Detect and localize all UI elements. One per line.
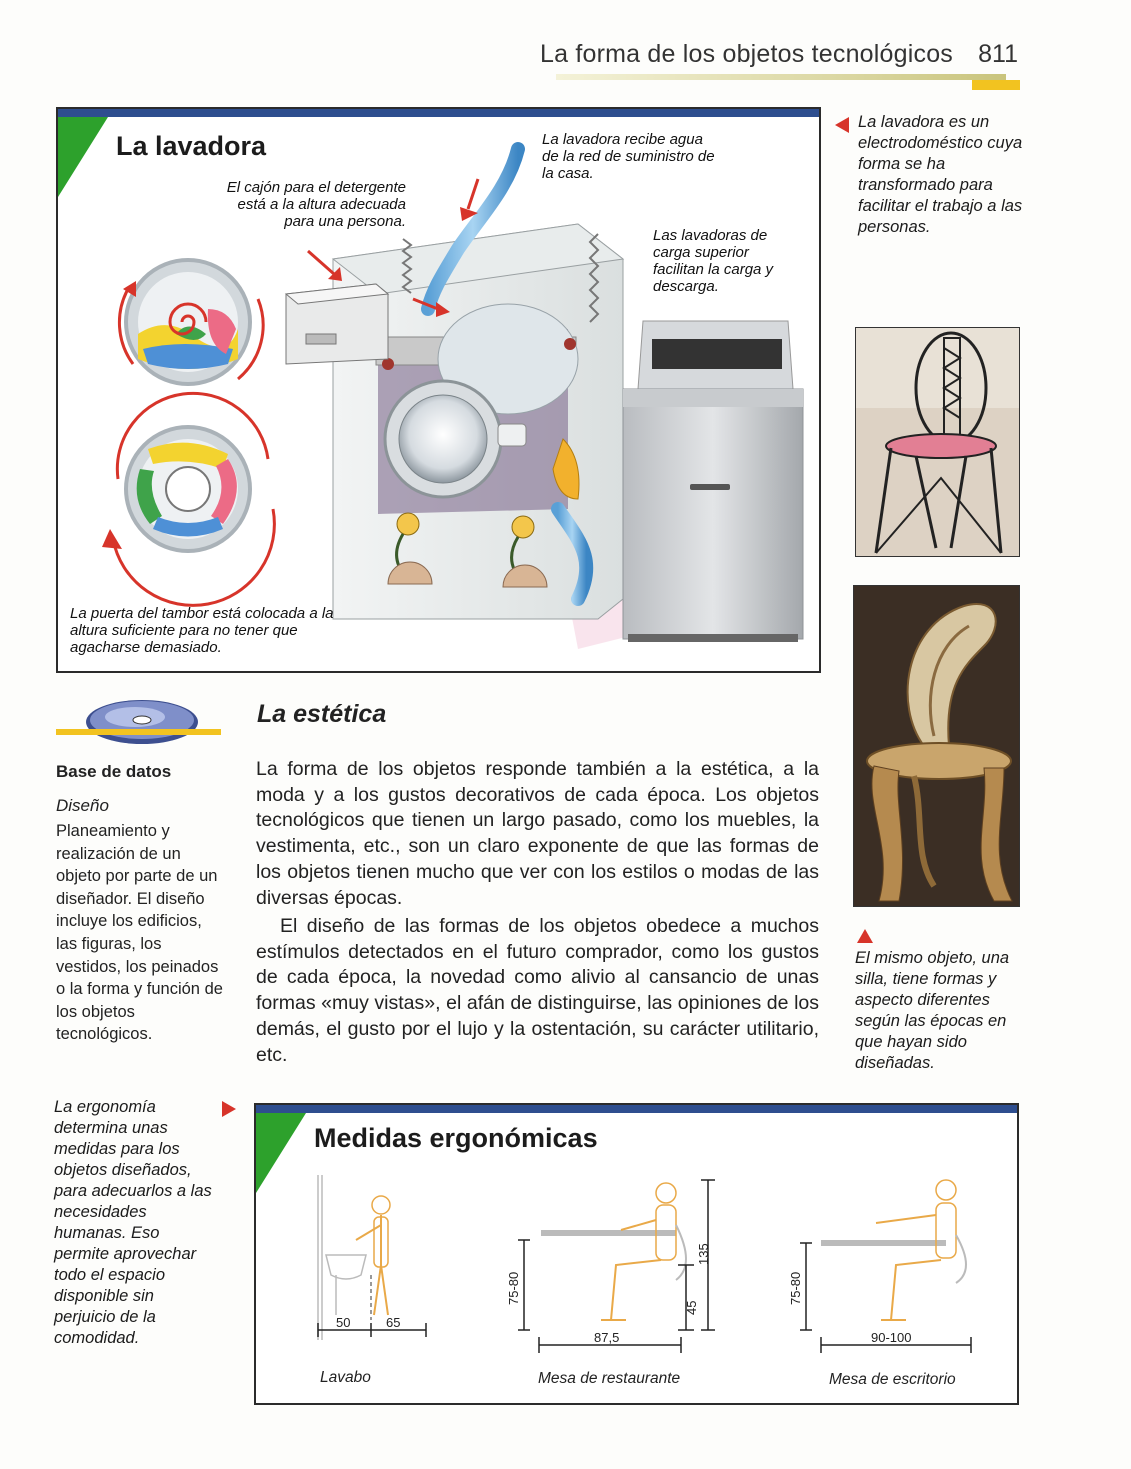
aesthetics-title: La estética (257, 700, 387, 728)
modern-chair-photo (855, 327, 1020, 557)
washer-title: La lavadora (116, 131, 267, 161)
caption-detergent: El cajón para el detergente está a la altura adecuada para una persona. (226, 179, 406, 230)
top-load-washer-illustration (623, 321, 803, 642)
desk-label: Mesa de escritorio (829, 1371, 956, 1388)
ergonomics-title: Medidas ergonómicas (314, 1123, 598, 1153)
ergonomics-figure-box (254, 1103, 1019, 1405)
pointer-left-icon (835, 117, 849, 133)
caption-door: La puerta del tambor está colocada a la altura suficiente para no tener que agacharse demasiado. (70, 605, 334, 656)
washer-illustration (58, 109, 821, 673)
desk-width: 90-100 (871, 1330, 912, 1345)
caption-top-load: Las lavadoras de carga superior facilitan la carga y descarga. (653, 227, 774, 295)
header-accent (972, 80, 1020, 90)
ornate-chair-photo (853, 585, 1020, 907)
database-definition: Planeamiento y realización de un objeto por parte de un diseñador. El diseño incluye los edificios, las figuras, los vestidos, los peinados o la forma y función de los objetos tecnológicos. (56, 822, 223, 1044)
restaurant-seat-height: 45 (684, 1300, 699, 1315)
sink-diagram (318, 1175, 426, 1340)
aesthetics-paragraph-2: El diseño de las formas de los objetos obedece a muchos estímulos detectados en el futuro comprador, como los gustos de cada época, la novedad como alivio al cansancio de unas formas «muy vistas», el afán de distinguirse, las opiniones de los demás, el gusto por el lujo y la ostentación, su carácter utilitario, etc. (256, 915, 819, 1066)
caption-water: La lavadora recibe agua de la red de suministro de la casa. (542, 131, 715, 182)
aesthetics-paragraph-1: La forma de los objetos responde también a la estética, a la moda y a los gustos decorativos de cada época. Los objetos tecnológicos que tienen un largo pasado, como los muebles, la vestimenta, etc., son un claro exponente de que las formas de los objetos tienen mucho que ver con los estilos o modas de las diversas épocas. (256, 758, 819, 909)
drum-rotation-diagram (102, 260, 274, 605)
washer-figure-box (56, 107, 821, 673)
chairs-side-caption: El mismo objeto, una silla, tiene formas y aspecto diferentes según las épocas en que hayan sido diseñadas. (855, 949, 1010, 1072)
database-title: Base de datos (56, 762, 172, 781)
sink-dim-2: 65 (386, 1315, 401, 1330)
desk-diagram (788, 1180, 971, 1353)
page-number: 811 (978, 40, 1018, 68)
ergonomics-side-caption: La ergonomía determina unas medidas para los objetos diseñados, para adecuarlos a las necesidades humanas. Eso permite aprovechar todo el espacio disponible sin perjuicio de la comodidad. (54, 1098, 212, 1347)
sink-dim-1: 50 (336, 1315, 351, 1330)
cd-disc-icon (80, 695, 220, 750)
sink-label: Lavabo (320, 1369, 371, 1386)
header-rule (556, 74, 1006, 80)
database-term: Diseño (56, 796, 109, 815)
database-bar (56, 729, 221, 735)
washer-side-caption: La lavadora es un electrodoméstico cuya forma se ha transformado para facilitar el trabajo a las personas. (858, 113, 1023, 236)
desk-height: 75-80 (788, 1271, 803, 1305)
modern-chair-image (856, 328, 1020, 557)
page-header (540, 40, 1020, 90)
restaurant-label: Mesa de restaurante (538, 1370, 681, 1387)
ornate-chair-image (854, 586, 1020, 907)
chapter-title: La forma de los objetos tecnológicos (540, 40, 953, 68)
restaurant-width: 87,5 (594, 1330, 620, 1345)
restaurant-table-height: 75-80 (506, 1271, 521, 1305)
pointer-up-icon (857, 929, 873, 943)
restaurant-total-height: 135 (696, 1243, 711, 1265)
ergonomics-diagram (256, 1105, 1019, 1405)
pointer-right-icon (222, 1101, 236, 1117)
restaurant-table-diagram (506, 1180, 715, 1353)
